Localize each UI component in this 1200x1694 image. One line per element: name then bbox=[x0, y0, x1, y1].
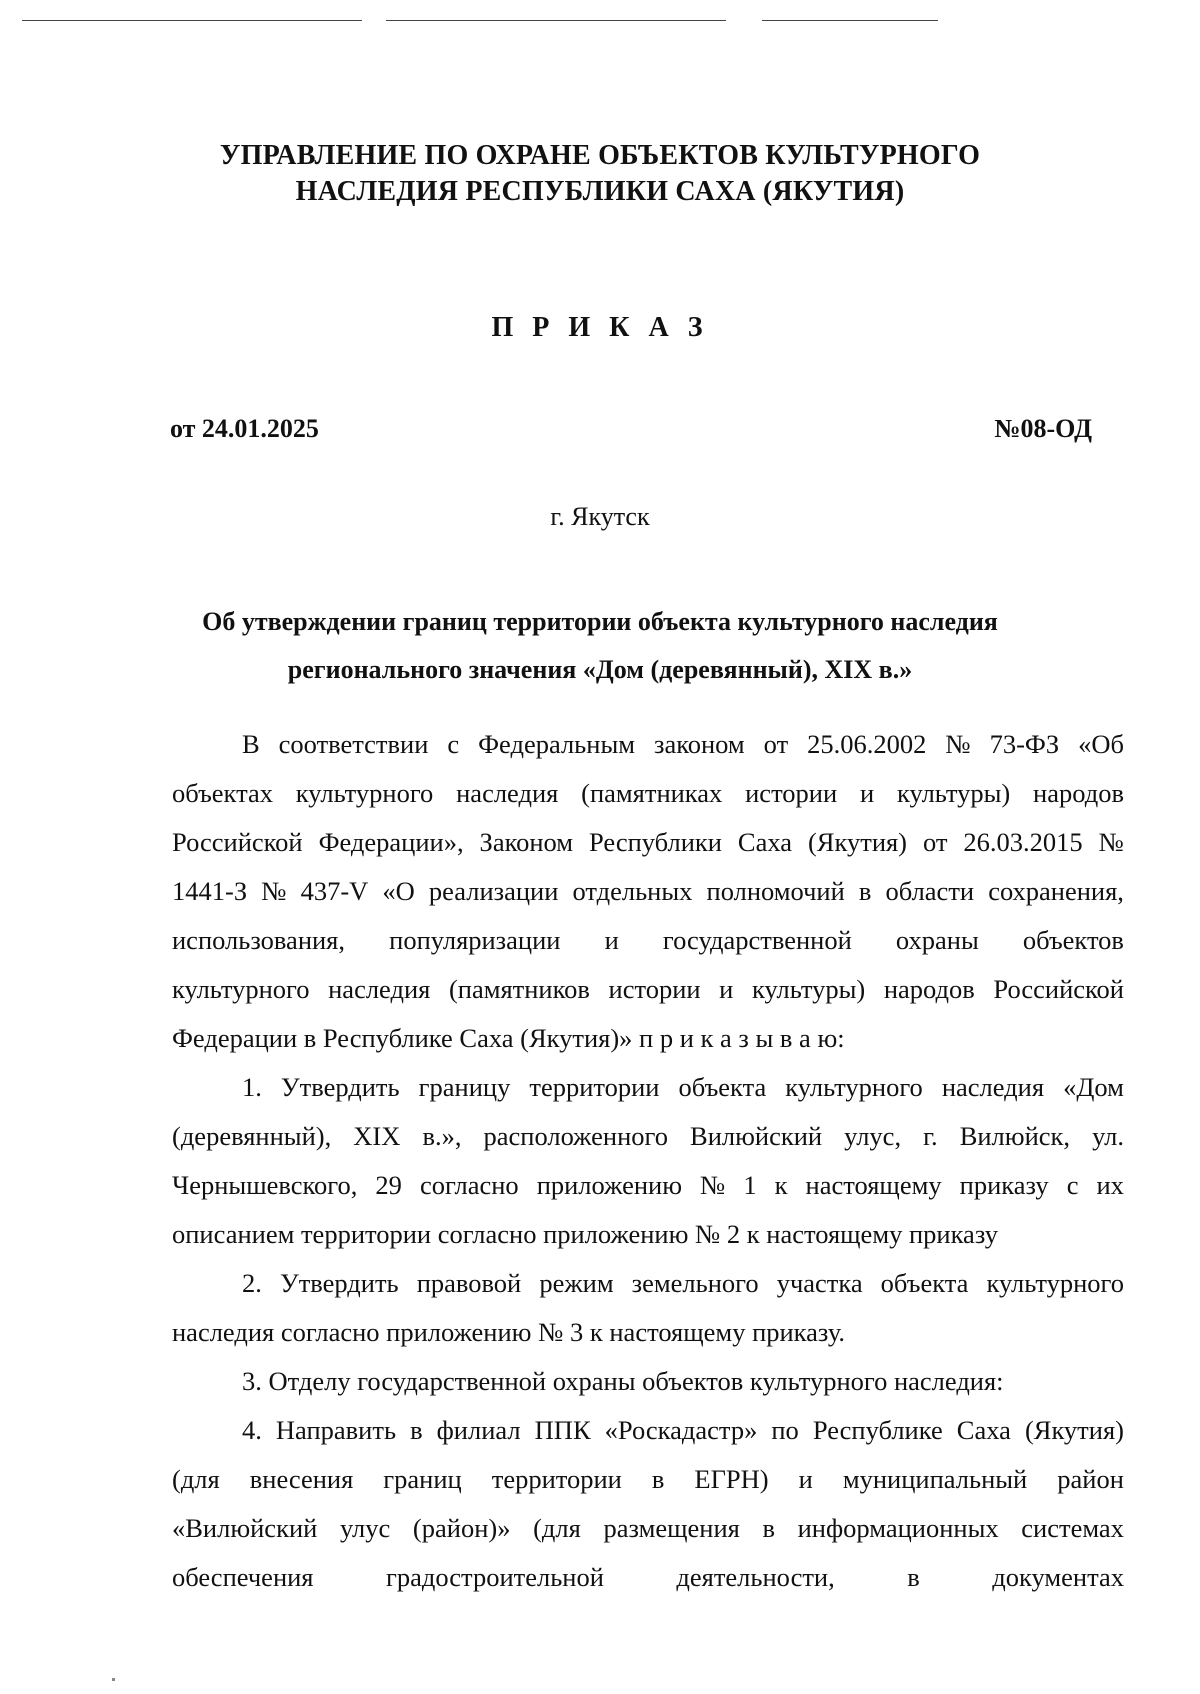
body-word: в bbox=[907, 1562, 920, 1592]
body-word: № bbox=[700, 1170, 726, 1200]
body-word: согласно bbox=[419, 1170, 519, 1200]
body-word: сохранения, bbox=[988, 876, 1124, 906]
body-word: и bbox=[604, 925, 619, 955]
body-word: территории bbox=[529, 1072, 660, 1102]
body-word: объекта bbox=[880, 1268, 969, 1298]
body-word: в bbox=[762, 1513, 775, 1543]
body-word: Республике bbox=[812, 1415, 943, 1445]
body-word: Саха bbox=[956, 1415, 1011, 1445]
body-word: 29 bbox=[375, 1170, 402, 1200]
body-line bbox=[172, 818, 1124, 867]
body-word: по bbox=[771, 1415, 799, 1445]
body-word: и bbox=[859, 778, 875, 808]
body-line bbox=[172, 965, 1124, 1014]
body-word: отдельных bbox=[572, 876, 693, 906]
order-city: г. Якутск bbox=[550, 502, 650, 531]
body-word: Федерации», bbox=[318, 827, 464, 857]
body-word: истории bbox=[745, 778, 838, 808]
body-word: в bbox=[858, 876, 872, 906]
body-word: от bbox=[922, 827, 948, 857]
body-word: муниципальный bbox=[842, 1464, 1028, 1494]
body-word: в.», bbox=[422, 1121, 462, 1151]
body-word: наследия bbox=[328, 974, 431, 1004]
body-word: в bbox=[410, 1415, 423, 1445]
body-word: 437-V bbox=[300, 876, 369, 906]
body-word: земельного bbox=[631, 1268, 759, 1298]
body-word: участка bbox=[776, 1268, 863, 1298]
body-word: 25.06.2002 bbox=[807, 729, 927, 759]
body-word: (памятников bbox=[448, 974, 590, 1004]
scan-speck bbox=[112, 1678, 115, 1681]
body-word: реализации bbox=[428, 876, 559, 906]
body-word: культурного bbox=[295, 778, 434, 808]
body-word: ППК bbox=[534, 1415, 591, 1445]
body-word: № bbox=[261, 876, 287, 906]
body-line bbox=[172, 867, 1124, 916]
body-word: «О bbox=[382, 876, 415, 906]
org-line-1: УПРАВЛЕНИЕ ПО ОХРАНЕ ОБЪЕКТОВ КУЛЬТУРНОГО bbox=[219, 140, 981, 171]
body-word: градостроительной bbox=[386, 1562, 604, 1592]
body-word: культурного bbox=[172, 974, 310, 1004]
body-word: Вилюйский bbox=[690, 1121, 823, 1151]
body-word: Республики bbox=[589, 827, 722, 857]
body-word: обеспечения bbox=[172, 1562, 314, 1592]
body-word: Российской bbox=[993, 974, 1124, 1004]
body-word: народов bbox=[883, 974, 975, 1004]
body-word: внесения bbox=[249, 1464, 354, 1494]
top-rule-1 bbox=[22, 20, 362, 21]
body-word: Законом bbox=[479, 827, 574, 857]
body-word: улус, bbox=[844, 1121, 902, 1151]
body-line bbox=[172, 769, 1124, 818]
body-word: № bbox=[945, 729, 971, 759]
body-word: (район)» bbox=[412, 1513, 511, 1543]
body-word: настоящему bbox=[805, 1170, 942, 1200]
body-line bbox=[172, 1455, 1124, 1504]
body-word: соответствии bbox=[278, 729, 429, 759]
body-line bbox=[172, 1112, 1124, 1161]
body-word: информационных bbox=[797, 1513, 999, 1543]
body-word: В bbox=[242, 729, 260, 759]
body-word: и bbox=[798, 1464, 813, 1494]
body-line: Федерации в Республике Саха (Якутия)» п р и к а з ы в а ю: bbox=[172, 1023, 845, 1053]
body-word: в bbox=[651, 1464, 665, 1494]
body-word: объектов bbox=[1022, 925, 1124, 955]
body-word: деятельности, bbox=[676, 1562, 835, 1592]
body-word: народов bbox=[1033, 778, 1124, 808]
body-word: 26.03.2015 bbox=[963, 827, 1083, 857]
body-word: Утвердить bbox=[280, 1072, 400, 1102]
body-word: улус bbox=[339, 1513, 391, 1543]
body-word: культуры) bbox=[751, 974, 866, 1004]
body-word: популяризации bbox=[389, 925, 561, 955]
body-line bbox=[172, 1063, 1124, 1112]
body-word: ул. bbox=[1092, 1121, 1124, 1151]
body-word: Саха bbox=[737, 827, 793, 857]
body-word: 1. bbox=[242, 1072, 262, 1102]
body-word: полномочий bbox=[706, 876, 845, 906]
body-word: 73-ФЗ bbox=[989, 729, 1060, 759]
body-word: наследия bbox=[456, 778, 559, 808]
body-word: режим bbox=[539, 1268, 614, 1298]
body-line bbox=[172, 720, 1124, 769]
body-line bbox=[172, 1406, 1124, 1455]
body-word: их bbox=[1096, 1170, 1124, 1200]
body-word: (Якутия) bbox=[807, 827, 908, 857]
body-word: приказу bbox=[959, 1170, 1049, 1200]
body-line bbox=[172, 1259, 1124, 1308]
body-word: 1441-З bbox=[172, 876, 248, 906]
body-word: г. bbox=[923, 1121, 938, 1151]
body-word: территории bbox=[491, 1464, 622, 1494]
body-word: «Об bbox=[1078, 729, 1124, 759]
top-rule-2 bbox=[386, 20, 726, 21]
subject-line-1: Об утверждении границ территории объекта культурного наследия bbox=[202, 607, 998, 636]
body-word: (для bbox=[172, 1464, 220, 1494]
document-title: П Р И К А З bbox=[491, 312, 709, 343]
body-word: культурного bbox=[785, 1072, 923, 1102]
body-word: размещения bbox=[603, 1513, 740, 1543]
body-word: с bbox=[447, 729, 460, 759]
body-word: объекта bbox=[678, 1072, 767, 1102]
body-word: (деревянный), bbox=[172, 1121, 332, 1151]
top-rule-3 bbox=[762, 20, 938, 21]
body-word: системах bbox=[1021, 1513, 1124, 1543]
subject-line-2: регионального значения «Дом (деревянный), XIX в.» bbox=[287, 655, 913, 684]
body-word: Направить bbox=[275, 1415, 397, 1445]
body-word: филиал bbox=[436, 1415, 521, 1445]
body-word: (Якутия) bbox=[1024, 1415, 1124, 1445]
body-word: ЕГРН) bbox=[694, 1464, 769, 1494]
body-word: район bbox=[1057, 1464, 1124, 1494]
body-word: (для bbox=[533, 1513, 581, 1543]
order-subject bbox=[0, 598, 1200, 694]
body-line bbox=[172, 1553, 1124, 1602]
order-number: №08-ОД bbox=[994, 414, 1092, 443]
body-word: Федеральным bbox=[478, 729, 636, 759]
body-word: правовой bbox=[416, 1268, 522, 1298]
body-word: Вилюйск, bbox=[959, 1121, 1071, 1151]
body-word: Утвердить bbox=[279, 1268, 399, 1298]
body-line bbox=[172, 1504, 1124, 1553]
body-word: 2. bbox=[242, 1268, 262, 1298]
body-word: использования, bbox=[172, 925, 346, 955]
body-word: (памятниках bbox=[581, 778, 723, 808]
body-word: «Дом bbox=[1063, 1072, 1124, 1102]
body-line bbox=[172, 1161, 1124, 1210]
body-line: 3. Отделу государственной охраны объектов культурного наследия: bbox=[242, 1366, 1004, 1396]
body-word: истории bbox=[608, 974, 701, 1004]
body-word: 1 bbox=[743, 1170, 757, 1200]
org-line-2: НАСЛЕДИЯ РЕСПУБЛИКИ САХА (ЯКУТИЯ) bbox=[295, 176, 905, 207]
body-word: «Роскадастр» bbox=[604, 1415, 758, 1445]
body-line: описанием территории согласно приложению № 2 к настоящему приказу bbox=[172, 1219, 998, 1249]
body-word: к bbox=[774, 1170, 788, 1200]
body-word: документах bbox=[992, 1562, 1124, 1592]
body-word: охраны bbox=[895, 925, 979, 955]
order-date: от 24.01.2025 bbox=[170, 414, 319, 443]
body-word: области bbox=[885, 876, 975, 906]
body-word: государственной bbox=[662, 925, 852, 955]
body-line bbox=[172, 916, 1124, 965]
body-word: приложению bbox=[536, 1170, 682, 1200]
body-word: объектах bbox=[172, 778, 273, 808]
body-word: законом bbox=[653, 729, 745, 759]
body-word: № bbox=[1098, 827, 1124, 857]
organization-header bbox=[0, 138, 1200, 210]
body-word: «Вилюйский bbox=[172, 1513, 318, 1543]
order-body bbox=[172, 720, 1124, 1602]
body-word: культуры) bbox=[896, 778, 1011, 808]
body-word: 4. bbox=[242, 1415, 262, 1445]
body-word: с bbox=[1066, 1170, 1079, 1200]
body-word: расположенного bbox=[483, 1121, 668, 1151]
body-word: Российской bbox=[172, 827, 303, 857]
body-word: Чернышевского, bbox=[172, 1170, 358, 1200]
body-word: от bbox=[763, 729, 789, 759]
body-word: культурного bbox=[986, 1268, 1124, 1298]
body-word: границу bbox=[418, 1072, 511, 1102]
body-line: наследия согласно приложению № 3 к настоящему приказу. bbox=[172, 1317, 846, 1347]
body-word: XIX bbox=[353, 1121, 401, 1151]
body-word: и bbox=[719, 974, 734, 1004]
body-word: наследия bbox=[941, 1072, 1045, 1102]
body-word: границ bbox=[383, 1464, 462, 1494]
